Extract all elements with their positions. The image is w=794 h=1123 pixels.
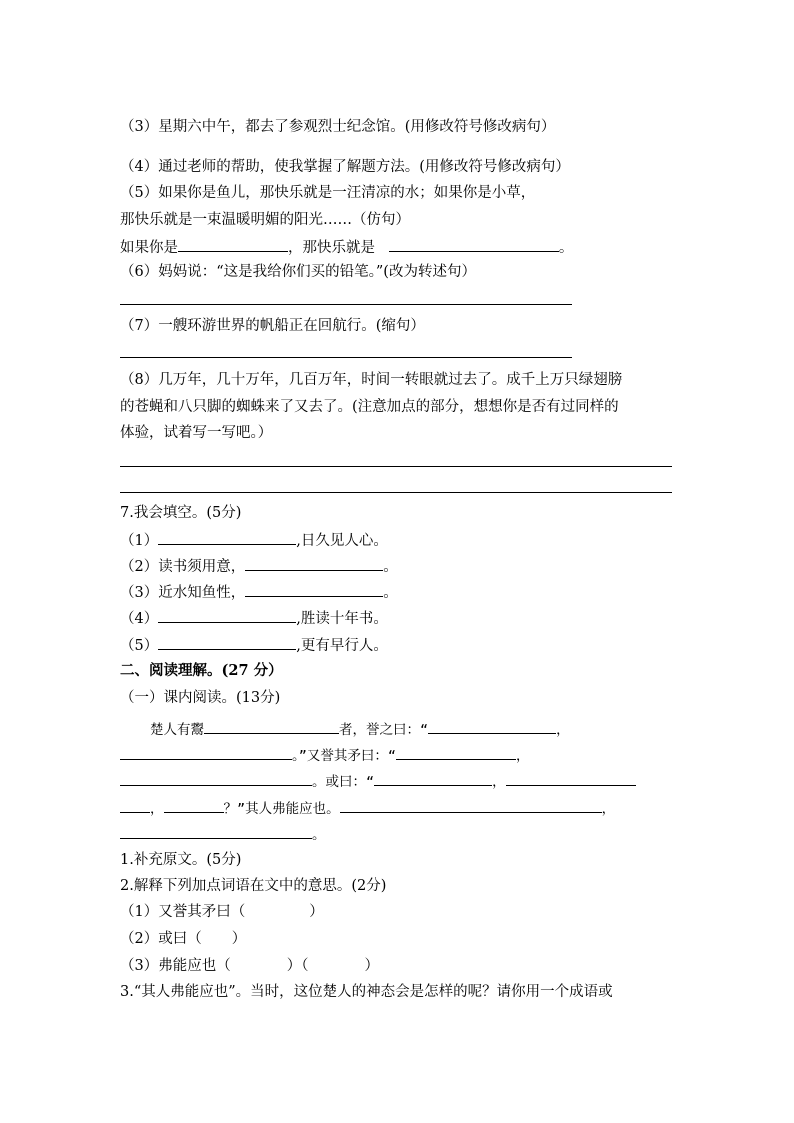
passage-line-3 [120,771,636,792]
paren-close: ） [309,904,324,920]
word-prompt: （1）又誉其矛曰（ [120,904,246,920]
passage-line-5 [120,824,326,845]
fill-4 [120,608,388,629]
answer-line[interactable] [120,304,572,305]
answer-line[interactable] [120,466,672,467]
answer-blank[interactable] [340,798,602,813]
answer-blank[interactable] [506,771,636,786]
q5-prefix: 如果你是 [120,240,178,256]
reading-question-2-1 [120,902,324,922]
answer-blank[interactable] [245,556,383,571]
answer-blank[interactable] [164,798,224,813]
subsection-1-title: （一）课内阅读。(13分) [120,690,281,706]
reading-question-3: 3.“其人弗能应也”。当时，这位楚人的神态会是怎样的呢？请你用一个成语或 [120,984,613,1000]
passage-text: ？”其人弗能应也。 [223,801,340,817]
reading-question-1: 1.补充原文。(5分) [120,852,242,868]
passage-text: 者，誉之曰：“ [339,722,429,738]
passage-text: ， [516,748,530,764]
reading-question-2-3 [120,956,379,976]
passage-text: ， [492,774,506,790]
fill-text: （2）读书须用意， [120,559,246,575]
fill-number: （1） [120,533,159,549]
question-4: （4）通过老师的帮助，使我掌握了解题方法。(用修改符号修改病句） [120,159,570,175]
answer-blank[interactable] [158,635,296,650]
answer-blank[interactable] [120,824,312,839]
fill-end: 。 [383,559,398,575]
answer-blank[interactable] [178,237,288,252]
passage-text: 。或曰：“ [312,774,375,790]
answer-blank[interactable] [158,530,296,545]
fill-5 [120,635,388,656]
passage-text: 。 [312,827,326,843]
answer-blank[interactable] [120,798,150,813]
answer-blank[interactable] [245,582,383,597]
fill-number: （5） [120,638,159,654]
question-5-line2: 那快乐就是一束温暖明媚的阳光……（仿句） [120,212,410,228]
word-prompt: （2）或曰（ [120,931,202,947]
passage-line-4 [120,798,615,819]
answer-blank[interactable] [374,771,492,786]
q5-middle: ，那快乐就是 [288,240,375,256]
fill-text: ,更有早行人。 [296,638,388,654]
question-3: （3）星期六中午，都去了参观烈士纪念馆。(用修改符号修改病句） [120,119,556,135]
reading-question-2-2 [120,929,246,949]
fill-text: ,日久见人心。 [296,533,388,549]
passage-text: ， [601,801,616,817]
answer-blank[interactable] [428,719,556,734]
question-8-line2: 的苍蝇和八只脚的蜘蛛来了又去了。(注意加点的部分，想想你是否有过同样的 [120,399,619,415]
question-8-line3: 体验，试着写一写吧。） [120,425,273,441]
section-7-title: 7.我会填空。(5分) [120,505,242,521]
question-8-line1: （8）几万年，几十万年，几百万年，时间一转眼就过去了。成千上万只绿翅膀 [120,372,623,388]
fill-1 [120,530,388,551]
question-5-answer [120,237,573,258]
paren-mid: ）（ [286,958,309,974]
question-6: （6）妈妈说：“这是我给你们买的铅笔。”(改为转述句） [120,264,476,280]
fill-end: 。 [383,585,398,601]
question-7: （7）一艘环游世界的帆船正在回航行。(缩句） [120,318,425,334]
answer-blank[interactable] [396,745,516,760]
fill-2 [120,556,398,577]
answer-blank[interactable] [120,745,292,760]
passage-line-1 [150,719,570,740]
fill-3 [120,582,398,603]
answer-blank[interactable] [120,771,312,786]
word-prompt: （3）弗能应也（ [120,958,231,974]
answer-blank[interactable] [389,237,559,252]
passage-text: 。”又誉其矛曰：“ [292,748,397,764]
reading-question-2: 2.解释下列加点词语在文中的意思。(2分) [120,878,387,894]
q5-end: 。 [558,240,574,256]
passage-text: ， [150,801,164,817]
paren-close: ） [364,958,379,974]
answer-blank[interactable] [204,719,339,734]
question-5-line1: （5）如果你是鱼儿，那快乐就是一汪清凉的水；如果你是小草， [120,185,536,201]
answer-blank[interactable] [158,608,296,623]
fill-text: （3）近水知鱼性， [120,585,246,601]
fill-text: ,胜读十年书。 [296,611,388,627]
passage-line-2 [120,745,530,766]
fill-number: （4） [120,611,159,627]
answer-line[interactable] [120,492,672,493]
passage-text: 楚人有鬻 [150,722,204,738]
answer-line[interactable] [120,357,572,358]
part-2-title: 二、阅读理解。(27 分） [120,662,283,679]
paren-close: ） [231,931,247,947]
passage-text: ， [556,722,570,738]
